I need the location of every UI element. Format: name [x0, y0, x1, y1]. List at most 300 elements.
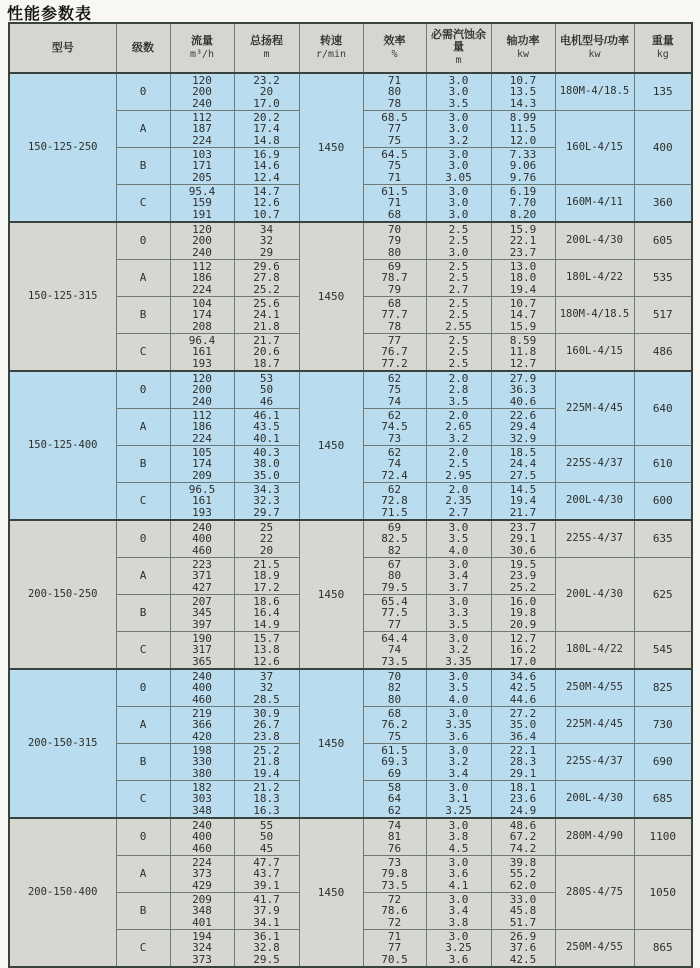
- weight-cell: [634, 520, 692, 558]
- value-line: 21.8: [253, 319, 280, 333]
- value-line: 29.5: [253, 952, 280, 966]
- shaft-power-cell: [491, 520, 555, 558]
- weight-cell: [634, 111, 692, 185]
- npsh-cell: [426, 781, 491, 819]
- weight-cell: [634, 297, 692, 334]
- shaft-power-cell: [491, 483, 555, 521]
- col-header-shaft-power: [491, 23, 555, 73]
- value-line: 40.3: [253, 445, 280, 459]
- value-line: 182: [192, 780, 212, 794]
- value-line: 2.0: [448, 482, 469, 496]
- col-header-label: 级数: [132, 42, 154, 54]
- table-header: [9, 23, 692, 73]
- value-line: 16.9: [253, 147, 280, 161]
- value-line: 9.76: [509, 170, 537, 184]
- value-line: 3.0: [448, 184, 469, 198]
- npsh-cell: [426, 297, 491, 334]
- efficiency-cell: [363, 371, 426, 409]
- value-line: 105: [192, 445, 212, 459]
- value-line: 70.5: [381, 952, 408, 966]
- value-line: 18.1: [509, 780, 537, 794]
- col-header-head: [234, 23, 299, 73]
- value-line: 224: [192, 282, 212, 296]
- value-line: 240: [192, 96, 212, 110]
- value-line: 27.2: [509, 706, 537, 720]
- motor-model: 280S-4/75: [566, 885, 623, 898]
- value-line: 77: [387, 617, 402, 631]
- value-line: 71: [387, 196, 402, 210]
- value-line: 38.0: [253, 457, 280, 471]
- motor-cell: [555, 260, 634, 297]
- motor-model: 250M-4/55: [566, 681, 623, 694]
- value-line: 3.0: [448, 147, 469, 161]
- value-line: 348: [192, 803, 212, 817]
- weight-value: 600: [652, 494, 673, 508]
- weight-value: 605: [652, 234, 673, 248]
- weight-value: 825: [652, 681, 673, 695]
- stage-label: B: [139, 457, 147, 471]
- motor-model: 225S-4/37: [566, 755, 623, 768]
- value-line: 2.5: [448, 345, 469, 359]
- npsh-cell: [426, 707, 491, 744]
- value-line: 96.4: [188, 333, 216, 347]
- weight-value: 690: [652, 755, 673, 769]
- value-line: 71: [387, 73, 402, 87]
- value-line: 32.3: [253, 494, 280, 508]
- speed-value: 1450: [317, 885, 345, 899]
- value-line: 3.0: [448, 85, 469, 99]
- value-line: 17.0: [253, 96, 280, 110]
- value-line: 80: [387, 245, 402, 259]
- weight-value: 1100: [649, 830, 676, 844]
- value-line: 32: [259, 681, 274, 695]
- value-line: 10.7: [509, 73, 537, 87]
- value-line: 9.06: [509, 159, 537, 173]
- table-row: [9, 669, 692, 707]
- value-line: 21.7: [509, 505, 537, 519]
- npsh-cell: [426, 669, 491, 707]
- head-cell: [234, 520, 299, 558]
- stage-cell: [116, 185, 170, 223]
- value-line: 34.1: [253, 915, 280, 929]
- stage-label: B: [139, 308, 147, 322]
- value-line: 64: [387, 792, 402, 806]
- motor-model: 180L-4/22: [566, 643, 623, 656]
- value-line: 103: [192, 147, 212, 161]
- stage-cell: [116, 73, 170, 111]
- value-line: 28.3: [509, 755, 537, 769]
- efficiency-cell: [363, 334, 426, 372]
- value-line: 21.2: [253, 780, 280, 794]
- value-line: 75: [387, 729, 402, 743]
- value-line: 18.3: [253, 792, 280, 806]
- efficiency-cell: [363, 632, 426, 670]
- motor-cell: [555, 483, 634, 521]
- flow-cell: [170, 409, 234, 446]
- value-line: 4.0: [448, 543, 469, 557]
- value-line: 72: [387, 892, 402, 906]
- value-line: 3.0: [448, 855, 469, 869]
- col-header-unit: kw: [516, 49, 530, 60]
- head-cell: [234, 260, 299, 297]
- value-line: 24.4: [509, 457, 537, 471]
- value-line: 104: [192, 296, 212, 310]
- value-line: 224: [192, 431, 212, 445]
- value-line: 240: [192, 818, 212, 832]
- value-line: 14.9: [253, 617, 280, 631]
- model-cell: [9, 818, 116, 967]
- value-line: 45: [259, 841, 274, 855]
- flow-cell: [170, 371, 234, 409]
- value-line: 112: [192, 408, 212, 422]
- value-line: 429: [192, 878, 212, 892]
- value-line: 77.5: [381, 606, 408, 620]
- flow-cell: [170, 148, 234, 185]
- motor-cell: [555, 297, 634, 334]
- value-line: 420: [192, 729, 212, 743]
- shaft-power-cell: [491, 558, 555, 595]
- value-line: 23.9: [509, 569, 537, 583]
- weight-value: 685: [652, 792, 673, 806]
- weight-value: 135: [652, 85, 673, 99]
- col-header-speed: [299, 23, 363, 73]
- table-row: [9, 222, 692, 260]
- value-line: 72: [387, 915, 402, 929]
- motor-cell: [555, 334, 634, 372]
- value-line: 200: [192, 234, 212, 248]
- value-line: 70: [387, 222, 402, 236]
- value-line: 3.0: [448, 743, 469, 757]
- value-line: 8.20: [509, 207, 537, 221]
- head-cell: [234, 930, 299, 968]
- value-line: 207: [192, 594, 212, 608]
- value-line: 8.99: [509, 110, 537, 124]
- value-line: 397: [192, 617, 212, 631]
- flow-cell: [170, 334, 234, 372]
- value-line: 2.95: [445, 468, 472, 482]
- value-line: 69.3: [381, 755, 408, 769]
- value-line: 3.0: [448, 780, 469, 794]
- value-line: 3.05: [445, 170, 472, 184]
- value-line: 4.0: [448, 692, 469, 706]
- col-header-unit: m: [455, 55, 462, 66]
- value-line: 76.2: [381, 718, 408, 732]
- npsh-cell: [426, 185, 491, 223]
- value-line: 3.5: [448, 617, 469, 631]
- value-line: 39.1: [253, 878, 280, 892]
- head-cell: [234, 297, 299, 334]
- flow-cell: [170, 818, 234, 856]
- value-line: 35.0: [509, 718, 537, 732]
- shaft-power-cell: [491, 446, 555, 483]
- weight-cell: [634, 707, 692, 744]
- value-line: 73.5: [381, 654, 408, 668]
- value-line: 3.0: [448, 159, 469, 173]
- motor-model: 160M-4/11: [566, 196, 623, 209]
- head-cell: [234, 856, 299, 893]
- value-line: 71.5: [381, 505, 408, 519]
- value-line: 81: [387, 830, 402, 844]
- weight-cell: [634, 558, 692, 632]
- efficiency-cell: [363, 558, 426, 595]
- efficiency-cell: [363, 856, 426, 893]
- value-line: 25: [259, 520, 274, 534]
- stage-cell: [116, 297, 170, 334]
- value-line: 14.7: [253, 184, 280, 198]
- value-line: 44.6: [509, 692, 537, 706]
- value-line: 27.9: [509, 371, 537, 385]
- col-header-label: 必需汽蚀余量: [431, 29, 486, 53]
- motor-cell: [555, 73, 634, 111]
- motor-model: 180M-4/18.5: [559, 85, 630, 98]
- col-header-unit: kg: [656, 49, 669, 60]
- value-line: 460: [192, 692, 212, 706]
- value-line: 16.2: [509, 643, 537, 657]
- efficiency-cell: [363, 111, 426, 148]
- model-cell: [9, 73, 116, 222]
- value-line: 73: [387, 431, 402, 445]
- value-line: 161: [192, 345, 212, 359]
- head-cell: [234, 111, 299, 148]
- speed-cell: [299, 520, 363, 669]
- flow-cell: [170, 669, 234, 707]
- value-line: 36.4: [509, 729, 537, 743]
- value-line: 219: [192, 706, 212, 720]
- value-line: 34.3: [253, 482, 280, 496]
- value-line: 30.6: [509, 543, 537, 557]
- value-line: 42.5: [509, 681, 537, 695]
- flow-cell: [170, 632, 234, 670]
- value-line: 19.4: [253, 766, 280, 780]
- page-title: 性能参数表: [7, 6, 93, 23]
- value-line: 75: [387, 383, 402, 397]
- value-line: 2.5: [448, 356, 469, 370]
- value-line: 40.1: [253, 431, 280, 445]
- value-line: 69: [387, 520, 402, 534]
- col-header-stages: [116, 23, 170, 73]
- value-line: 401: [192, 915, 212, 929]
- value-line: 27.5: [509, 468, 537, 482]
- value-line: 7.70: [509, 196, 537, 210]
- col-header-motor: [555, 23, 634, 73]
- value-line: 2.5: [448, 234, 469, 248]
- value-line: 2.7: [448, 505, 469, 519]
- value-line: 61.5: [381, 184, 408, 198]
- value-line: 14.5: [509, 482, 537, 496]
- value-line: 75: [387, 159, 402, 173]
- value-line: 427: [192, 580, 212, 594]
- value-line: 3.8: [448, 915, 469, 929]
- shaft-power-cell: [491, 744, 555, 781]
- value-line: 3.35: [445, 718, 472, 732]
- value-line: 11.5: [509, 122, 537, 136]
- motor-model: 250M-4/55: [566, 941, 623, 954]
- head-cell: [234, 483, 299, 521]
- efficiency-cell: [363, 893, 426, 930]
- efficiency-cell: [363, 409, 426, 446]
- value-line: 18.9: [253, 569, 280, 583]
- value-line: 33.0: [509, 892, 537, 906]
- motor-cell: [555, 446, 634, 483]
- value-line: 373: [192, 867, 212, 881]
- value-line: 29.4: [509, 420, 537, 434]
- value-line: 2.0: [448, 371, 469, 385]
- value-line: 22.6: [509, 408, 537, 422]
- model-cell: [9, 371, 116, 520]
- motor-cell: [555, 222, 634, 260]
- table-row: [9, 371, 692, 409]
- motor-cell: [555, 558, 634, 632]
- head-cell: [234, 893, 299, 930]
- value-line: 62: [387, 803, 402, 817]
- value-line: 35.0: [253, 468, 280, 482]
- col-header-unit: r/min: [315, 49, 347, 60]
- value-line: 95.4: [188, 184, 216, 198]
- weight-cell: [634, 856, 692, 930]
- value-line: 67: [387, 557, 402, 571]
- model-label: 200-150-250: [27, 587, 98, 600]
- value-line: 3.5: [448, 681, 469, 695]
- value-line: 79.5: [381, 580, 408, 594]
- value-line: 23.2: [253, 73, 280, 87]
- weight-value: 1050: [649, 885, 676, 899]
- speed-cell: [299, 73, 363, 222]
- value-line: 39.8: [509, 855, 537, 869]
- table-body: [9, 73, 692, 967]
- value-line: 22: [259, 532, 274, 546]
- value-line: 120: [192, 222, 212, 236]
- table-row: [9, 73, 692, 111]
- value-line: 7.33: [509, 147, 537, 161]
- value-line: 73.5: [381, 878, 408, 892]
- efficiency-cell: [363, 446, 426, 483]
- value-line: 71: [387, 170, 402, 184]
- value-line: 68: [387, 706, 402, 720]
- value-line: 21.7: [253, 333, 280, 347]
- value-line: 174: [192, 457, 212, 471]
- value-line: 2.35: [445, 494, 472, 508]
- value-line: 190: [192, 631, 212, 645]
- value-line: 345: [192, 606, 212, 620]
- value-line: 77: [387, 122, 402, 136]
- speed-cell: [299, 371, 363, 520]
- model-cell: [9, 222, 116, 371]
- value-line: 12.7: [509, 631, 537, 645]
- value-line: 68.5: [381, 110, 408, 124]
- value-line: 37: [259, 669, 274, 683]
- col-header-unit: m: [263, 49, 270, 60]
- value-line: 3.2: [448, 755, 469, 769]
- value-line: 51.7: [509, 915, 537, 929]
- motor-model: 225S-4/37: [566, 457, 623, 470]
- value-line: 194: [192, 929, 212, 943]
- model-label: 150-125-400: [27, 438, 98, 451]
- stage-cell: [116, 483, 170, 521]
- efficiency-cell: [363, 73, 426, 111]
- flow-cell: [170, 111, 234, 148]
- model-label: 200-150-400: [27, 885, 98, 898]
- value-line: 20: [259, 85, 274, 99]
- model-label: 200-150-315: [27, 736, 98, 749]
- value-line: 3.0: [448, 557, 469, 571]
- speed-cell: [299, 222, 363, 371]
- value-line: 2.5: [448, 222, 469, 236]
- value-line: 45.8: [509, 904, 537, 918]
- value-line: 17.2: [253, 580, 280, 594]
- weight-value: 635: [652, 532, 673, 546]
- value-line: 37.6: [509, 941, 537, 955]
- motor-cell: [555, 185, 634, 223]
- value-line: 205: [192, 170, 212, 184]
- value-line: 77.2: [381, 356, 408, 370]
- npsh-cell: [426, 818, 491, 856]
- value-line: 15.9: [509, 222, 537, 236]
- speed-value: 1450: [317, 736, 345, 750]
- value-line: 3.0: [448, 818, 469, 832]
- flow-cell: [170, 781, 234, 819]
- col-header-label: 型号: [51, 42, 74, 54]
- value-line: 65.4: [381, 594, 408, 608]
- stage-label: A: [139, 122, 147, 136]
- shaft-power-cell: [491, 297, 555, 334]
- value-line: 19.4: [509, 282, 537, 296]
- value-line: 21.5: [253, 557, 280, 571]
- value-line: 69: [387, 259, 402, 273]
- weight-value: 730: [652, 718, 673, 732]
- weight-cell: [634, 744, 692, 781]
- value-line: 43.5: [253, 420, 280, 434]
- efficiency-cell: [363, 669, 426, 707]
- model-label: 150-125-250: [27, 140, 98, 153]
- value-line: 62: [387, 482, 402, 496]
- value-line: 13.5: [509, 85, 537, 99]
- efficiency-cell: [363, 930, 426, 968]
- stage-cell: [116, 371, 170, 409]
- value-line: 21.8: [253, 755, 280, 769]
- value-line: 112: [192, 259, 212, 273]
- weight-cell: [634, 781, 692, 819]
- value-line: 14.8: [253, 133, 280, 147]
- value-line: 76.7: [381, 345, 408, 359]
- value-line: 317: [192, 643, 212, 657]
- flow-cell: [170, 893, 234, 930]
- col-header-flow: [170, 23, 234, 73]
- motor-cell: [555, 707, 634, 744]
- efficiency-cell: [363, 520, 426, 558]
- motor-model: 280M-4/90: [566, 830, 623, 843]
- value-line: 3.5: [448, 394, 469, 408]
- value-line: 2.5: [448, 308, 469, 322]
- value-line: 32.8: [253, 941, 280, 955]
- head-cell: [234, 595, 299, 632]
- value-line: 68: [387, 207, 402, 221]
- value-line: 373: [192, 952, 212, 966]
- value-line: 62: [387, 445, 402, 459]
- col-header-label: 轴功率: [506, 35, 540, 47]
- value-line: 3.25: [445, 941, 472, 955]
- value-line: 198: [192, 743, 212, 757]
- value-line: 79.8: [381, 867, 408, 881]
- npsh-cell: [426, 595, 491, 632]
- value-line: 62.0: [509, 878, 537, 892]
- efficiency-cell: [363, 297, 426, 334]
- col-header-label: 电机型号/功率: [559, 35, 630, 47]
- stage-label: C: [139, 792, 147, 806]
- value-line: 3.25: [445, 803, 472, 817]
- value-line: 3.6: [448, 952, 469, 966]
- weight-value: 400: [652, 140, 673, 154]
- shaft-power-cell: [491, 930, 555, 968]
